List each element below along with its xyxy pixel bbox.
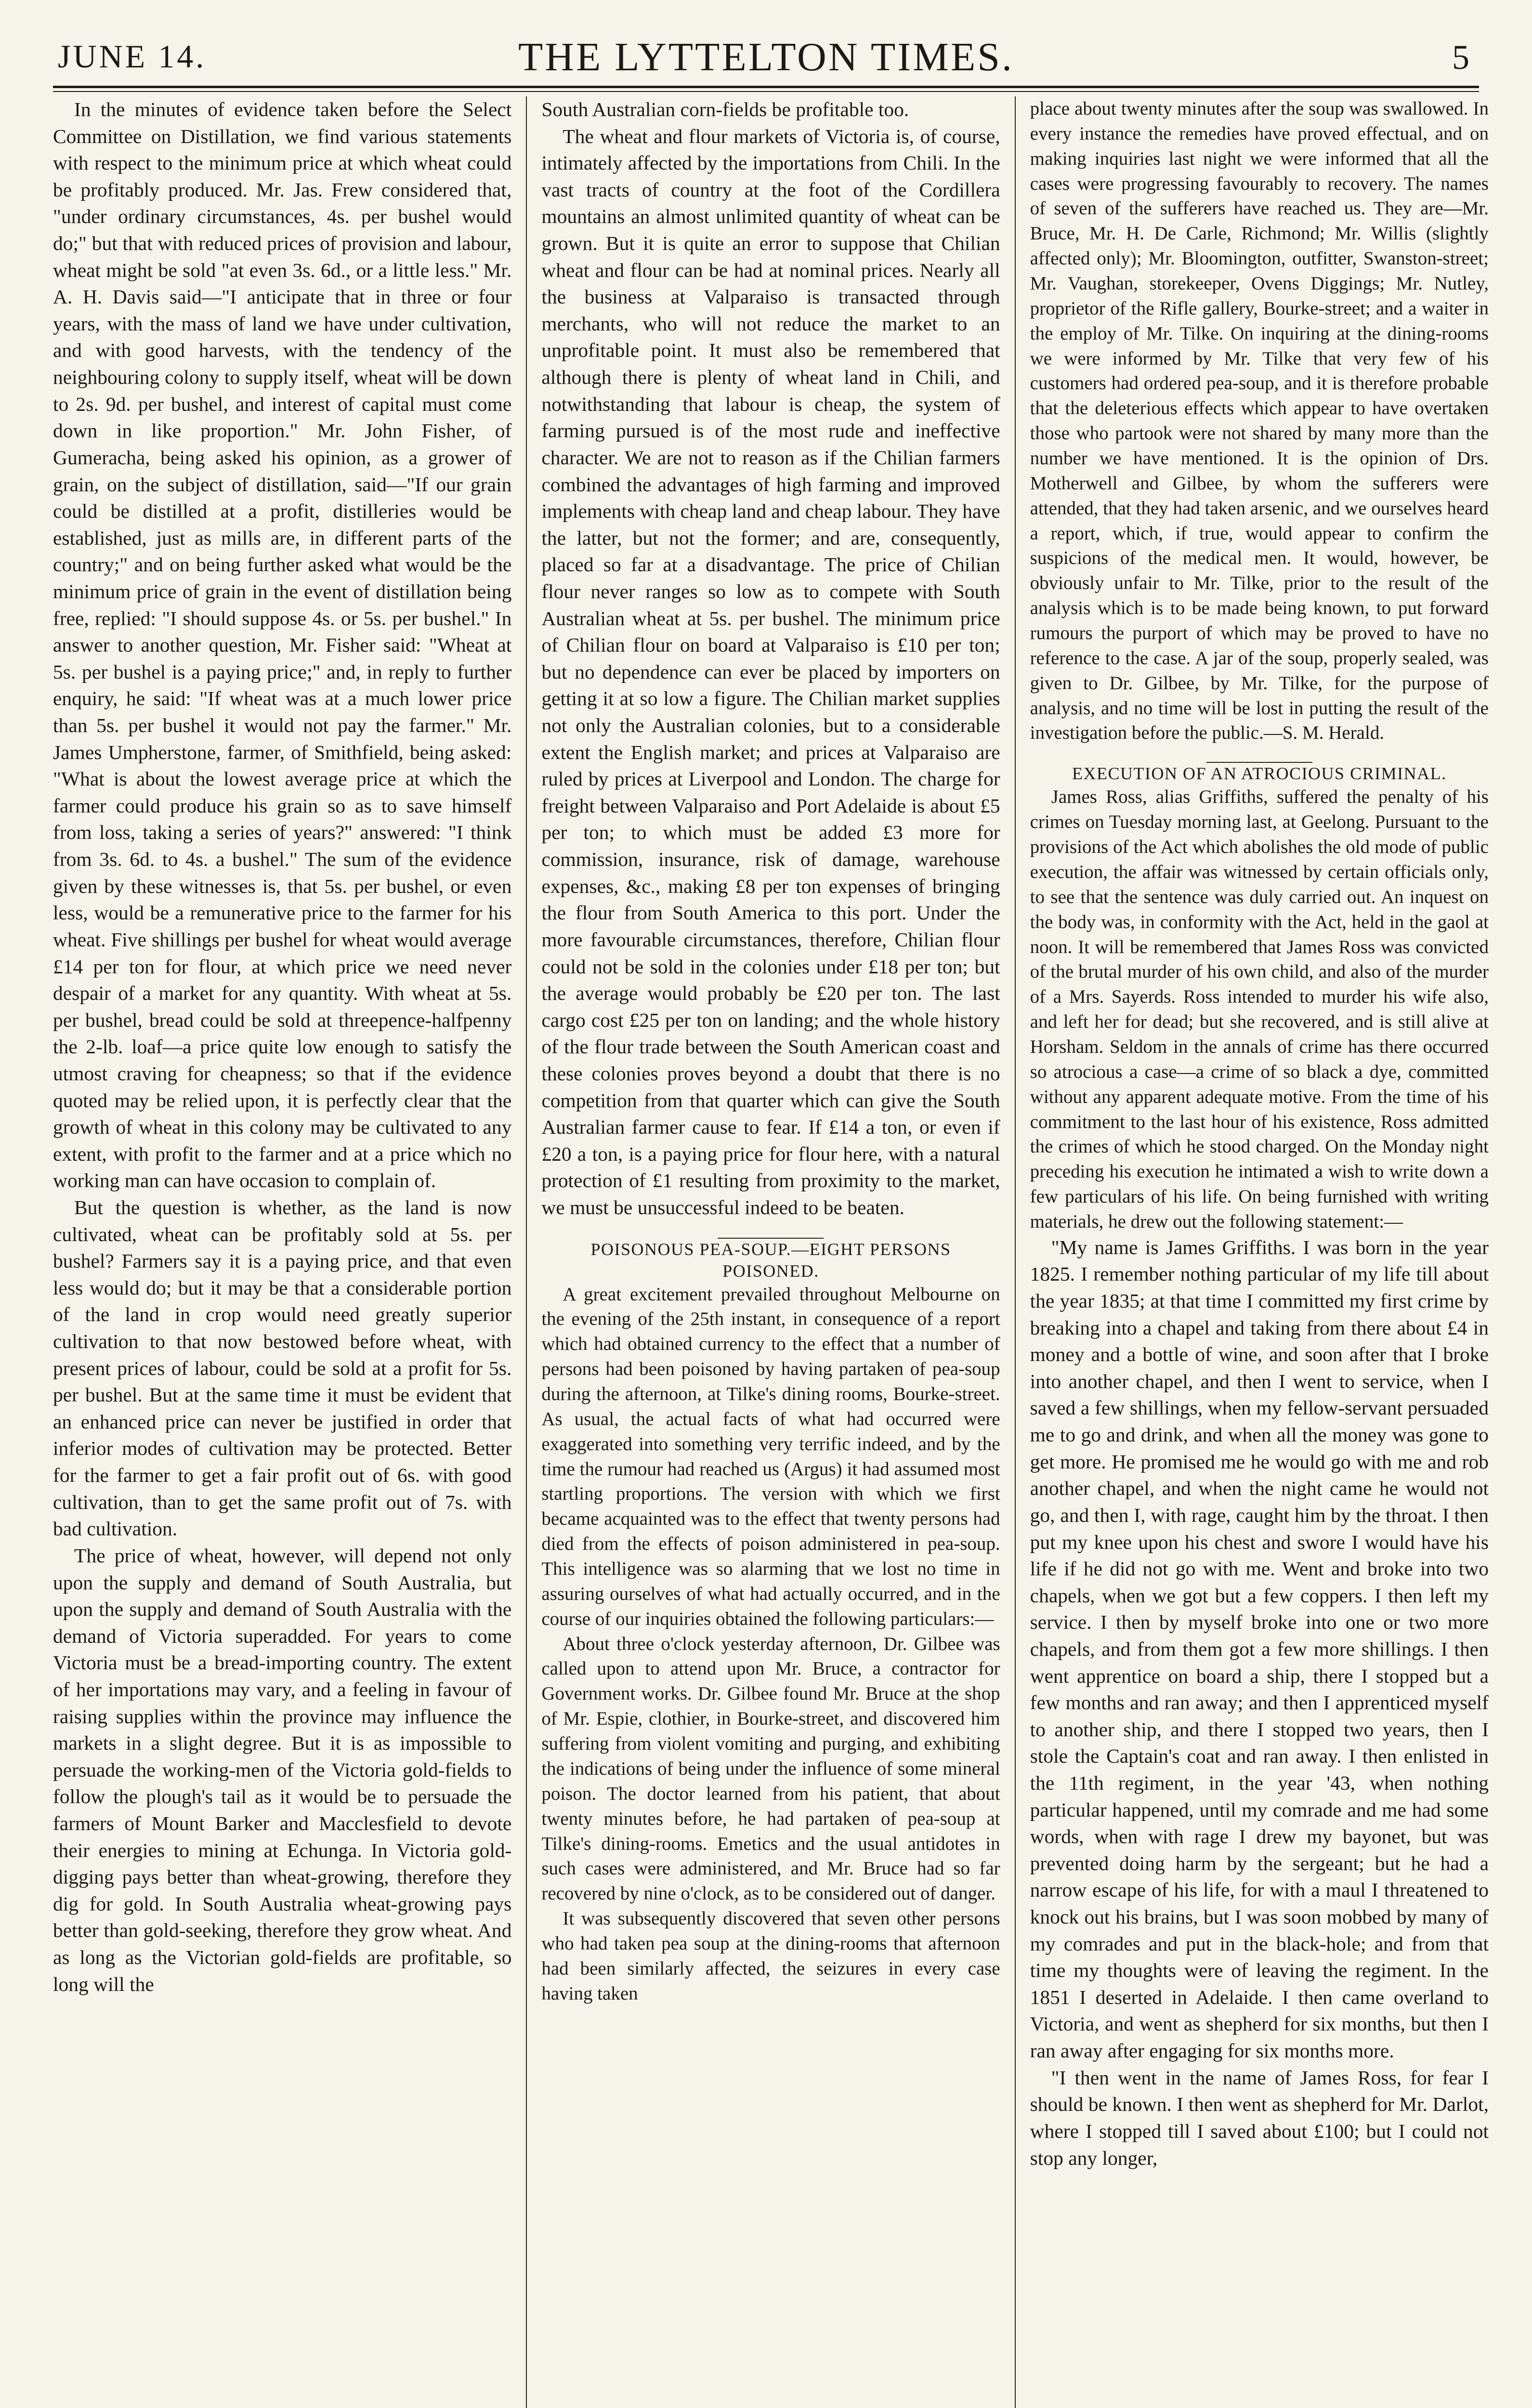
statement-paragraph-2: "I then went in the name of James Ross, for fear I should be known. I then went as shepherd for Mr. Darlot, where I stopped till I saved about £100; but I could not stop any longer,	[1030, 2066, 1489, 2169]
pea-soup-paragraph-2: About three o'clock yesterday afternoon, Dr. Gilbee was called upon to attend upon Mr. Bruce, a contractor for Government works. Dr. Gilbee found Mr. Bruce at the shop of Mr. Espie, clothier, in Bourke-street, and discovered him suffering from violent vomiting and purging, and exhibiting the indications of being under the influence of some mineral poison. The doctor learned from his patient, that about twenty minutes before, he had partaken of pea-soup at Tilke's dining-rooms. Emetics and the usual antidotes in such cases were administered, and Mr. Bruce had so far recovered by nine o'clock, as to be considered out of danger.	[541, 1633, 1000, 1904]
statement-paragraph-1: "My name is James Griffiths. I was born in the year 1825. I remember nothing particular of my life till about the year 1835; at that time I committed my first crime by breaking into a chapel and taking from there about £4 in money and a bottle of wine, and soon after that I broke into another chapel, and then I went to service, when I saved a few shillings, when my fellow-servant persuaded me to go and drink, and when all the money was gone to get more. He promised me he would go with me and rob another chapel, and when the night came he would not go, and then I, with rage, caught him by the throat. I then put my knee upon his chest and swore I would have his life if he did not go with me. Went and broke into two chapels, when we got but a few coppers. I then left my service. I then by myself broke into one or two more chapels, and from them got a few more shillings. I then went apprentice on board a ship, there I stopped but a few months and ran away; and then I apprenticed myself to another ship, and there I stopped two years, then I stole the Captain's coat and ran away. I then enlisted in the 11th regiment, in the year '43, when nothing particular happened, until my comrade and me had some words, when with rage I drew my bayonet, but was prevented doing harm by the sergeant; but he had a narrow escape of his life, for with a maul I threatened to knock out his brains, but I was soon mobbed by many of my comrades and put in the black-hole; and from that time my thoughts were of leaving the regiment. In the 1851 I deserted in Adelaide. I then came overland to Victoria, and went as shepherd for six months, but then I ran away after engaging for six months more.	[1030, 1236, 1489, 2062]
chilian-flour-paragraph: The wheat and flour markets of Victoria is, of course, intimately affected by the importations from Chili. In the vast tracts of country at the foot of the Cordillera mountains an almost unlimited quantity of wheat can be grown. But it is quite an error to suppose that Chilian wheat and flour can be had at nominal prices. Nearly all the business at Valparaiso is transacted through merchants, who will not reduce the market to an unprofitable point. It must also be remembered that although there is plenty of wheat land in Chili, and notwithstanding that labour is cheap, the system of farming pursued is of the most rude and ineffective character. We are not to reason as if the Chilian farmers combined the advantages of high farming and improved implements with cheap land and cheap labour. They have the latter, but not the former; and are, consequently, placed so far at a disadvantage. The price of Chilian flour never ranges so low as to compete with South Australian wheat at 5s. per bushel. The minimum price of Chilian flour on board at Valparaiso is £10 per ton; but no dependence can ever be placed by importers on getting it at so low a figure. The Chilian market supplies not only the Australian colonies, but to a considerable extent the English market; and prices at Valparaiso are ruled by prices at Liverpool and London. The charge for freight between Valparaiso and Port Adelaide is about £5 per ton; to which must be added £3 more for commission, insurance, risk of damage, warehouse expenses, &c., making £8 per ton expenses of bringing the flour from South America to this port. Under the more favourable circumstances, therefore, Chilian flour could not be sold in the colonies under £18 per ton; but the average would probably be £20 per ton. The last cargo cost £25 per ton on landing; and the whole history of the flour trade between the South American coast and these colonies proves beyond a doubt that there is no competition from that quarter which can give the South Australian farmer cause to fear. If £14 a ton, or even if £20 a ton, is a paying price for flour here, with a natural protection of £1 resulting from proximity to the market, we must be unsuccessful indeed to be beaten.	[541, 125, 1000, 1218]
pea-soup-paragraph-3: It was subsequently discovered that seven other persons who had taken pea soup at the dining-rooms that afternoon had been similarly affected, the seizures in every case having taken	[541, 1908, 1000, 2004]
masthead-rule-thin	[53, 91, 1479, 92]
masthead-rule	[53, 86, 1479, 88]
pea-soup-continuation	[1030, 96, 1489, 746]
execution-article	[1030, 785, 1489, 1234]
wheat-continuation: South Australian corn-fields be profitable too.	[541, 98, 909, 120]
issue-date: JUNE 14.	[58, 38, 207, 75]
pea-soup-paragraph-4: place about twenty minutes after the soup was swallowed. In every instance the remedies have proved effectual, and on making inquiries last night we were informed that all the cases were progressing favourably to recovery. The names of seven of the sufferers have reached us. They are—Mr. Bruce, Mr. H. De Carle, Richmond; Mr. Willis (slightly affected only); Mr. Bloomington, outfitter, Swanston-street; Mr. Vaughan, storekeeper, Ovens Diggings; Mr. Nutley, proprietor of the Rifle gallery, Bourke-street; and a waiter in the employ of Mr. Tilke. On inquiring at the dining-rooms we were informed by Mr. Tilke that very few of his customers had ordered pea-soup, and it is therefore probable that the deleterious effects which appear to have overtaken those who partook were not shared by many more than the number we have mentioned. It is the opinion of Drs. Motherwell and Gilbee, by whom the sufferers were attended, that they had taken arsenic, and we ourselves heard a report, which, if true, would appear to confirm the suspicions of the medical men. It would, however, be obviously unfair to Mr. Tilke, prior to the result of the analysis which is to be made being known, to put forward rumours the purport of which may be proved to have no reference to the case. A jar of the soup, properly sealed, was given to Dr. Gilbee, by Mr. Tilke, for the purpose of analysis, and no time will be lost in putting the result of the investigation before the public.—S. M. Herald.	[1030, 98, 1489, 744]
distillation-paragraph-3: The price of wheat, however, will depend not only upon the supply and demand of South Australia, but upon the supply and demand of South Australia with the demand of Victoria superadded. For years to come Victoria must be a bread-importing country. The extent of her importations may vary, and a feeling in favour of raising supplies within the province may influence the markets in a slight degree. But it is as impossible to persuade the working-men of the Victoria gold-fields to follow the plough's tail as it would be to persuade the farmers of Mount Barker and Macclesfield to devote their energies to mining at Echunga. In Victoria gold-digging pays better than wheat-growing, therefore they dig for gold. In South Australia wheat-growing pays better than gold-seeking, therefore they grow wheat. And as long as the Victorian gold-fields are profitable, so long will the	[53, 1544, 512, 1995]
pea-soup-article	[541, 1282, 1000, 2006]
column-divider	[526, 96, 527, 2408]
masthead	[53, 29, 1479, 82]
pea-soup-headline: POISONOUS PEA-SOUP.—EIGHT PERSONS POISONED.	[590, 1239, 951, 1281]
distillation-paragraph-1: In the minutes of evidence taken before the Select Committee on Distillation, we find various statements with respect to the minimum price at which wheat could be profitably produced. Mr. Jas. Frew considered that, "under ordinary circumstances, 4s. per bushel would do;" but that with reduced prices of provision and labour, wheat might be sold "at even 3s. 6d., or a little less." Mr. A. H. Davis said—"I anticipate that in three or four years, with the mass of land we have under cultivation, and with good harvests, with the tendency of the neighbouring colony to supply itself, wheat will be down to 2s. 9d. per bushel, and interest of capital must come down in like proportion." Mr. John Fisher, of Gumeracha, being asked his opinion, as a grower of grain, on the subject of distillation, said—"If our grain could be distilled at a profit, distilleries would be established, just as mills are, in different parts of the country;" and on being further asked what would be the minimum price of grain in the event of distillation being free, replied: "I should suppose 4s. or 5s. per bushel." In answer to another question, Mr. Fisher said: "Wheat at 5s. per bushel is a paying price;" and, in reply to further enquiry, he said: "If wheat was at a much lower price than 5s. per bushel it would not pay the farmer." Mr. James Umpherstone, farmer, of Smithfield, being asked: "What is about the lowest average price at which the farmer could produce his grain so as to save himself from loss, taking a series of years?" answered: "I think from 3s. 6d. to 4s. a bushel." The sum of the evidence given by these witnesses is, that 5s. per bushel, or even less, would be a remunerative price to the farmer for his wheat. Five shillings per bushel for wheat would average £14 per ton for flour, at which price we need never despair of a market for any quantity. With wheat at 5s. per bushel, bread could be sold at threepence-halfpenny the 2-lb. loaf—a price quite low enough to satisfy the utmost craving for cheapness; so that if the evidence quoted may be relied upon, it is perfectly clear that the growth of wheat in this colony may be cultivated to any extent, with profit to the farmer and at a price which no working man can have occasion to complain of.	[53, 98, 512, 1192]
page-number: 5	[1452, 38, 1469, 77]
column-1	[53, 96, 524, 2408]
column-divider	[1015, 96, 1016, 2408]
distillation-paragraph-2: But the question is whether, as the land is now cultivated, wheat can be profitably sold at 5s. per bushel? Farmers say it is a paying price, and that even less would do; but it may be that a considerable portion of the land in crop would need greatly superior cultivation to that now bestowed before wheat, with present prices of labour, could be sold at a profit for 5s. per bushel. But at the same time it must be evident that an enhanced price can never be justified in order that inferior modes of cultivation may be protected. Better for the farmer to get a fair profit out of 6s. with good cultivation, than to get the same profit out of 7s. with bad cultivation.	[53, 1196, 512, 1540]
column-3	[1018, 96, 1489, 2408]
execution-headline: EXECUTION OF AN ATROCIOUS CRIMINAL.	[1072, 764, 1447, 784]
pea-soup-paragraph-1: A great excitement prevailed throughout Melbourne on the evening of the 25th instant, in consequence of a report which had obtained currency to the effect that a number of persons had been poisoned by having partaken of pea-soup during the afternoon, at Tilke's dining rooms, Bourke-street. As usual, the actual facts of what had occurred were exaggerated into something very terrific indeed, and by the time the rumour had reached us (Argus) it had assumed most startling proportions. The version with which we first became acquainted was to the effect that twenty persons had died from the effects of poison administered in pea-soup. This intelligence was so alarming that we lost no time in assuring ourselves of what had actually occurred, and in the course of our inquiries obtained the following particulars:—	[541, 1283, 1000, 1629]
newspaper-title: THE LYTTELTON TIMES.	[518, 35, 1014, 79]
execution-paragraph-1: James Ross, alias Griffiths, suffered the penalty of his crimes on Tuesday morning last, at Geelong. Pursuant to the provisions of the Act which abolishes the old mode of public execution, the affair was witnessed by certain officials only, to see that the sentence was duly carried out. An inquest on the body was, in conformity with the Act, held in the gaol at noon. It will be remembered that James Ross was convicted of the brutal murder of his own child, and also of the murder of a Mrs. Sayerds. Ross intended to murder his wife also, and left her for dead; but she recovered, and is still alive at Horsham. Seldom in the annals of crime has there occurred so atrocious a case—a crime of so black a dye, committed without any apparent adequate motive. From the time of his commitment to the last hour of his existence, Ross admitted the crimes of which he stood charged. On the Monday night preceding his execution he intimated a wish to write down a few particulars of his life. On being furnished with writing materials, he drew out the following statement:—	[1030, 786, 1489, 1232]
column-2	[529, 96, 1012, 2408]
article-columns	[53, 96, 1489, 2408]
